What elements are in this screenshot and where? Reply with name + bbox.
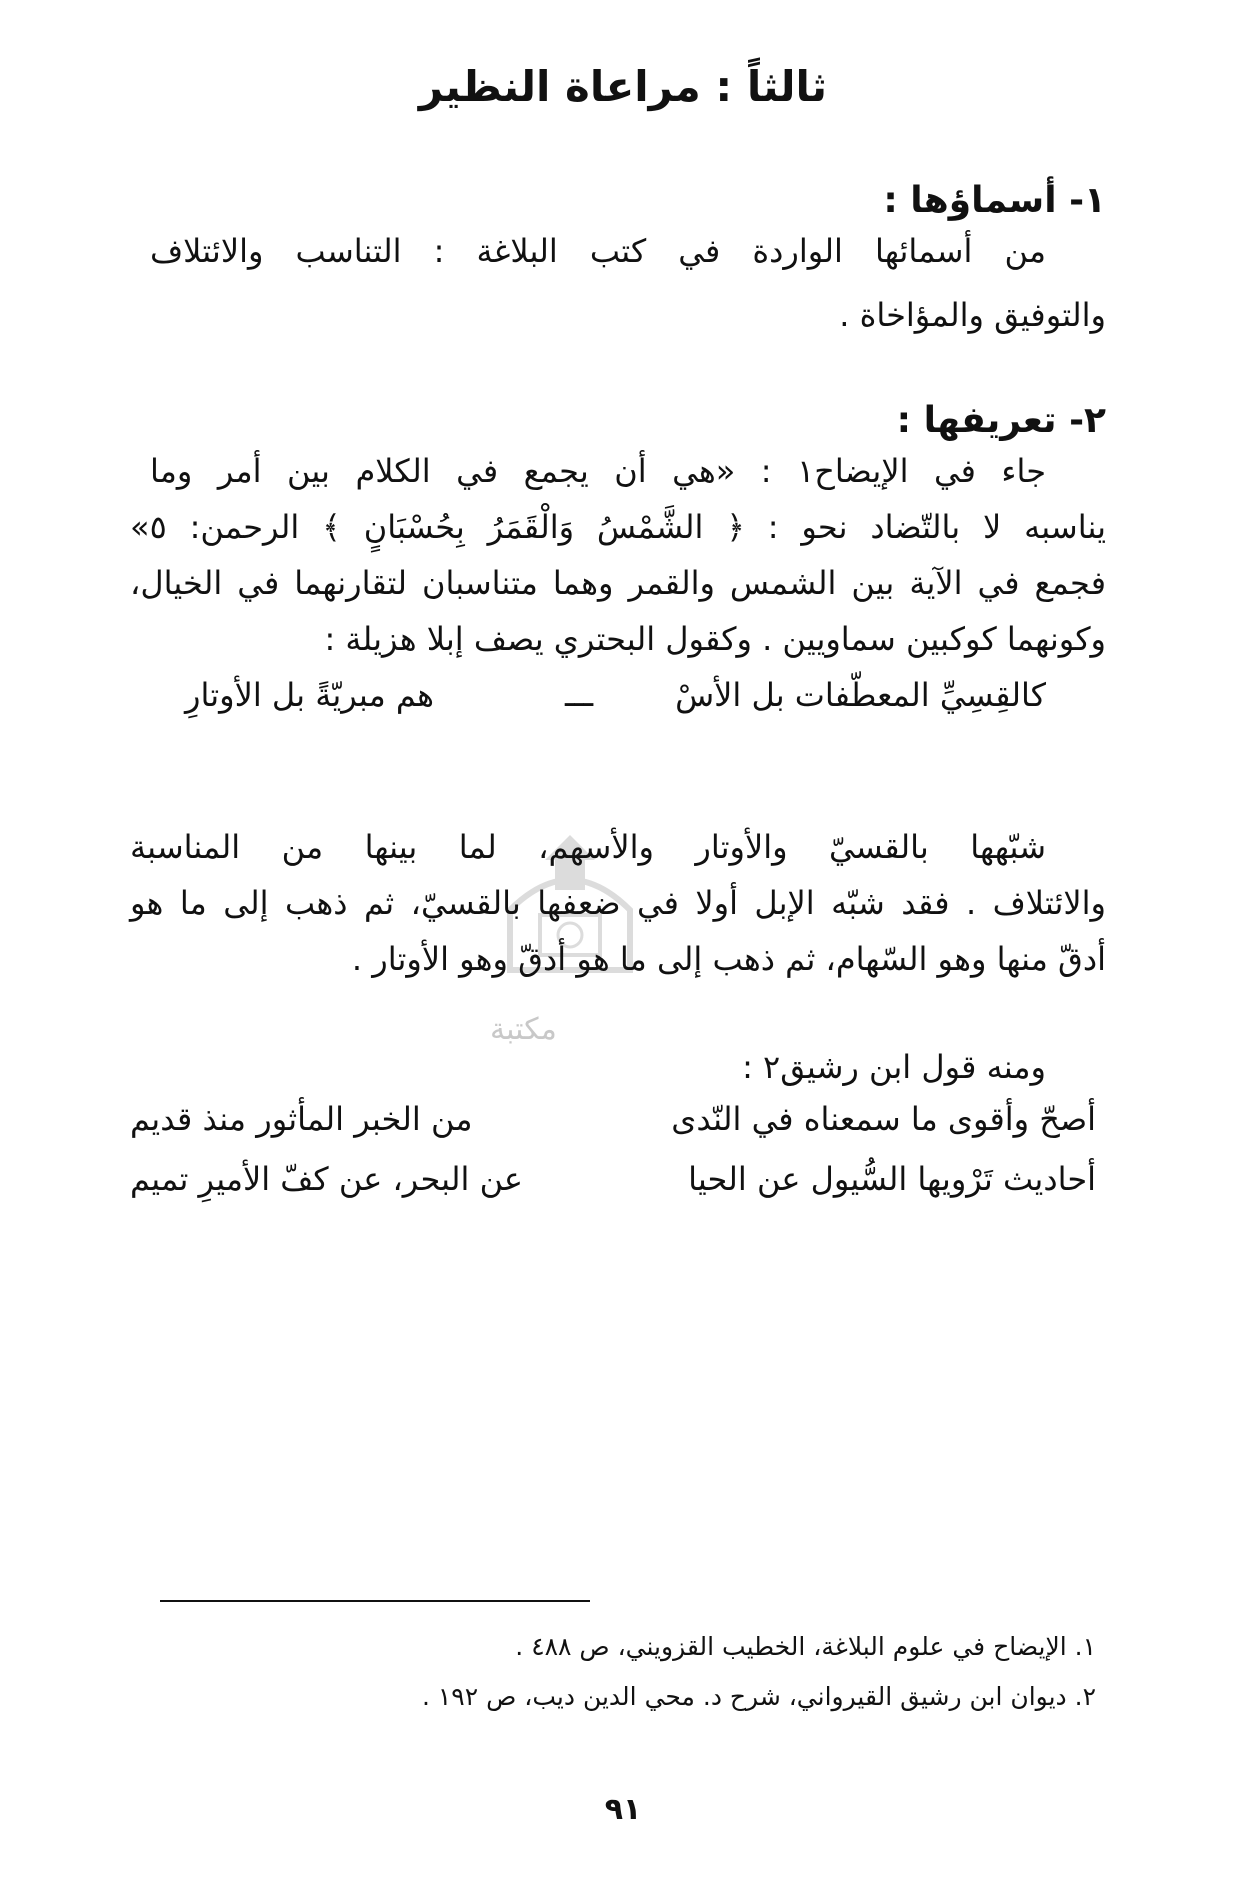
text-line: أدقّ منها وهو السّهام، ثم ذهب إلى ما هو أدقّ وهو الأوتار . — [351, 940, 1106, 978]
watermark-text: مكتبة — [490, 1012, 557, 1047]
footnote-2: ٢. ديوان ابن رشيق القيرواني، شرح د. محي الدين ديب، ص ١٩٢ . — [421, 1682, 1096, 1711]
verse-first-hemistich: كالقِسِيِّ المعطّفات بل الأسْ — [675, 676, 1046, 714]
text-line: جاء في الإيضاح١ : «هي أن يجمع في الكلام بين أمر وما — [150, 452, 1047, 490]
poem-line1-first-hemistich: أصحّ وأقوى ما سمعناه في النّدى — [671, 1100, 1096, 1138]
footnote-1: ١. الإيضاح في علوم البلاغة، الخطيب القزويني، ص ٤٨٨ . — [515, 1632, 1096, 1661]
text-line: وكونهما كوكبين سماويين . وكقول البحتري يصف إبلا هزيلة : — [324, 620, 1106, 658]
verse-second-hemistich: هم مبريّةً بل الأوتارِ — [185, 676, 435, 714]
page-number: ٩١ — [604, 1792, 642, 1827]
section-heading-definition: ٢- تعريفها : — [896, 400, 1106, 441]
text-line: يناسبه لا بالتّضاد نحو : ﴿ الشَّمْسُ وَالْقَمَرُ بِحُسْبَانٍ ﴾ الرحمن: ٥» — [130, 508, 1106, 546]
text-line: شبّهها بالقسيّ والأوتار والأسهم، لما بينها من المناسبة — [130, 828, 1046, 866]
text-line: فجمع في الآية بين الشمس والقمر وهما متناسبان لتقارنهما في الخيال، — [130, 564, 1106, 602]
text-line: من أسمائها الواردة في كتب البلاغة : التناسب والائتلاف — [150, 232, 1046, 270]
page-title: ثالثاً : مراعاة النظير — [418, 62, 828, 111]
text-line: والتوفيق والمؤاخاة . — [839, 296, 1106, 334]
poem-line2-first-hemistich: أحاديث تَرْويها السُّيول عن الحيا — [688, 1160, 1096, 1198]
poem-line1-second-hemistich: من الخبر المأثور منذ قديم — [130, 1100, 473, 1138]
section-heading-names: ١- أسماؤها : — [883, 180, 1106, 221]
footnote-divider — [160, 1600, 590, 1602]
verse-separator: ـــ — [565, 676, 594, 714]
text-line: والائتلاف . فقد شبّه الإبل أولا في ضعفها بالقسيّ، ثم ذهب إلى ما هو — [130, 884, 1106, 922]
poem-line2-second-hemistich: عن البحر، عن كفّ الأميرِ تميم — [130, 1160, 524, 1198]
poem-intro: ومنه قول ابن رشيق٢ : — [742, 1048, 1046, 1086]
